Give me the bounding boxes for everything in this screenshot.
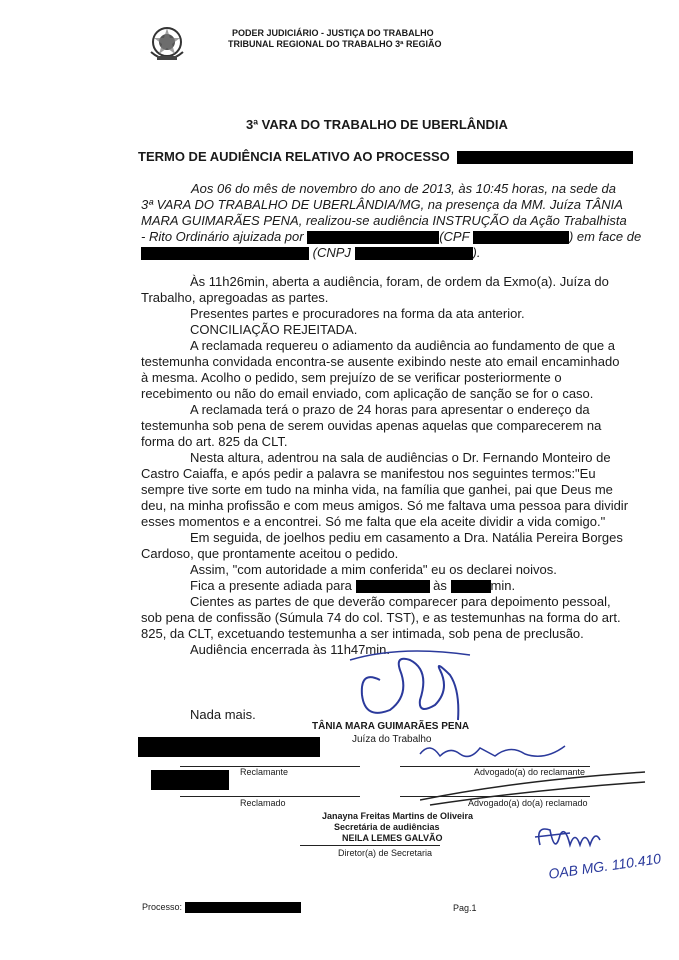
termo-heading: TERMO DE AUDIÊNCIA RELATIVO AO PROCESSO [138,149,633,164]
redacted-company-name [141,247,309,260]
reclamante-label: Reclamante [240,767,289,777]
redacted-date [356,580,430,593]
body-line: forma do art. 825 da CLT. [141,434,288,449]
body-line: A reclamada terá o prazo de 24 horas para apresentar o endereço da [190,402,590,417]
intro-line-3: MARA GUIMARÃES PENA, realizou-se audiência INSTRUÇÃO da Ação Trabalhista [141,213,627,228]
header-line-2: TRIBUNAL REGIONAL DO TRABALHO 3ª REGIÃO [228,39,442,49]
judge-signature-icon [340,640,480,730]
body-line: A reclamada requereu o adiamento da audiência ao fundamento de que a [190,338,615,353]
header-line-1: PODER JUDICIÁRIO - JUSTIÇA DO TRABALHO [232,28,434,38]
adv-reclamado-label: Advogado(a) do(a) reclamado [468,798,588,808]
body-line: Trabalho, apregoadas as partes. [141,290,329,305]
secretaria-name: Janayna Freitas Martins de Oliveira [322,811,474,821]
redacted-claimant-name [307,231,439,244]
handwritten-oab: OAB MG. 110.410 [547,850,662,882]
body-line: 825, da CLT, excetuando testemunha a ser intimada, sob pena de preclusão. [141,626,584,641]
body-line: sob pena de confissão (Súmula 74 do col. TST), e as testemunhas na forma do art. [141,610,621,625]
body-line: deu, na minha profissão e com meus amigos. Só me faltava uma pessoa para dividir [141,498,629,513]
redacted-claimant-signature [138,737,320,757]
signature-line [180,796,360,797]
director-name: NEILA LEMES GALVÃO [342,833,443,843]
body-line: Às 11h26min, aberta a audiência, foram, de ordem da Exmo(a). Juíza do [190,274,609,289]
page-title: 3ª VARA DO TRABALHO DE UBERLÂNDIA [246,117,508,132]
brasil-coat-of-arms-icon [145,22,189,66]
page-number: Pag.1 [453,903,477,913]
body-line: Nesta altura, adentrou na sala de audiências o Dr. Fernando Monteiro de [190,450,611,465]
body-line: Cardoso, que prontamente aceitou o pedido. [141,546,399,561]
body-line: testemunha convidada encontra-se ausente exibindo neste ato email encaminhado [141,354,620,369]
body-line: Em seguida, de joelhos pediu em casamento a Dra. Natália Pereira Borges [190,530,623,545]
redacted-time [451,580,491,593]
body-line: sempre tive sorte em tudo na minha vida, na família que ganhei, pai que Deus me [141,482,613,497]
intro-line-2: 3ª VARA DO TRABALHO DE UBERLÂNDIA/MG, na presença da MM. Juíza TÂNIA [141,197,623,212]
body-line: CONCILIAÇÃO REJEITADA. [190,322,358,337]
redacted-cnpj [355,247,473,260]
redacted-process-footer [185,902,301,913]
body-line: Presentes partes e procuradores na forma da ata anterior. [190,306,525,321]
body-line: Audiência encerrada às 11h47min. [190,642,390,657]
redacted-claimant-signature-2 [151,770,229,790]
body-line: Cientes as partes de que deverão comparecer para depoimento pessoal, [190,594,611,609]
lawyer-signature-icon [415,736,575,766]
director-role: Diretor(a) de Secretaria [338,848,433,858]
redacted-cpf [473,231,569,244]
intro-line-4: - Rito Ordinário ajuizada por (CPF ) em face de [141,229,642,244]
intro-line-5: (CNPJ ). [141,245,480,261]
adjourn-line: Fica a presente adiada para às min. [190,578,516,593]
body-line: testemunha sob pena de serem ouvidas apenas aquelas que comparecerem na [141,418,602,433]
redacted-process-number [457,151,633,164]
signature-line [400,796,590,797]
judge-role: Juíza do Trabalho [352,734,432,745]
nada-mais: Nada mais. [190,707,256,722]
processo-footer: Processo: [142,902,301,913]
reclamado-label: Reclamado [240,798,286,808]
body-line: Castro Caiaffa, e após pedir a palavra se manifestou nos seguintes termos:"Eu [141,466,596,481]
body-line: Assim, "com autoridade a mim conferida" eu os declarei noivos. [190,562,557,577]
body-line: recebimento ou não do email enviado, com aplicação de sanção se for o caso. [141,386,594,401]
judge-name: TÂNIA MARA GUIMARÃES PENA [312,721,470,732]
handwritten-signature-icon [530,815,610,865]
secretaria-role: Secretária de audiências [334,822,440,832]
body-line: à mesma. Acolho o pedido, sem prejuízo de se verificar posteriormente o [141,370,562,385]
signature-line [300,845,440,846]
body-line: esses momentos e a encontrei. Só me falta que ela aceite dividir a vida comigo." [141,514,606,529]
adv-reclamante-label: Advogado(a) do reclamante [474,767,586,777]
intro-line-1: Aos 06 do mês de novembro do ano de 2013, às 10:45 horas, na sede da [191,181,616,196]
